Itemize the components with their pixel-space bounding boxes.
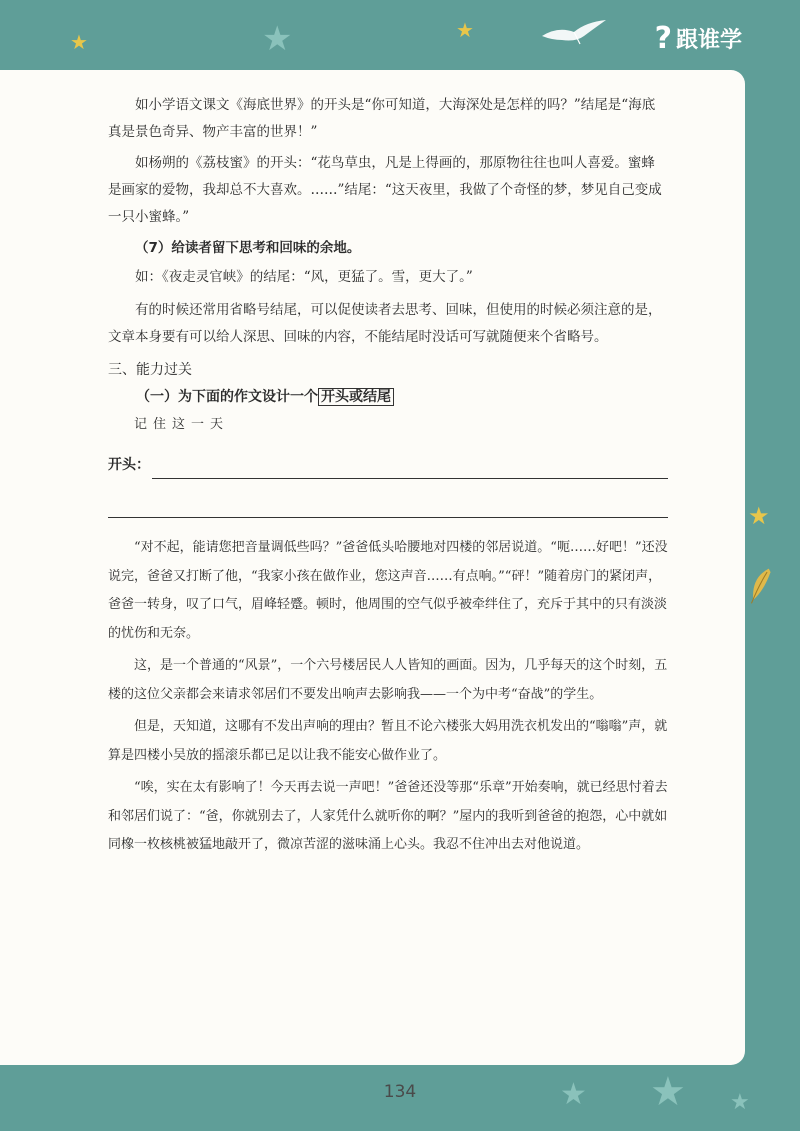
- paragraph: 有的时候还常用省略号结尾，可以促使读者去思考、回味，但使用的时候必须注意的是，文章本身要有可以给人深思、回味的内容，不能结尾时没话可写就随便来个省略号。: [108, 302, 662, 345]
- answer-line[interactable]: [152, 458, 668, 479]
- feather-icon: [748, 566, 774, 606]
- brand-question-mark: ?: [654, 20, 672, 56]
- essay-paragraph: 但是，天知道，这哪有不发出声响的理由？暂且不论六楼张大妈用洗衣机发出的“嗡嗡”声，就算是四楼小吴放的摇滚乐都已足以让我不能安心做作业了。: [108, 719, 668, 763]
- brand-text: 跟谁学: [675, 27, 742, 53]
- star-icon: ★: [70, 30, 88, 54]
- star-icon: ★: [456, 18, 474, 42]
- section-heading: 三、能力过关: [108, 362, 192, 378]
- paragraph: 如杨朔的《荔枝蜜》的开头：“花鸟草虫，凡是上得画的，那原物往往也叫人喜爱。蜜蜂是画家的爱物，我却总不大喜欢。……”结尾：“这天夜里，我做了个奇怪的梦，梦见自己变成一只小蜜蜂。”: [108, 155, 662, 225]
- star-icon: ★: [748, 502, 770, 530]
- page-content: [108, 92, 668, 864]
- opening-label: 开头：: [108, 457, 150, 473]
- opening-answer-row: [108, 452, 668, 479]
- paragraph: 如：《夜走灵官峡》的结尾：“风，更猛了。雪，更大了。”: [135, 269, 473, 285]
- star-icon: ★: [262, 19, 293, 59]
- answer-line[interactable]: [108, 479, 668, 518]
- star-icon: ★: [560, 1077, 587, 1112]
- star-icon: ★: [730, 1090, 750, 1115]
- essay-paragraph: “对不起，能请您把音量调低些吗？”爸爸低头哈腰地对四楼的邻居说道。“呃……好吧！”还没说完，爸爸又打断了他，“我家小孩在做作业，您这声音……有点响。”“砰！”随着房门的紧闭声，爸爸一转身，叹了口气，眉峰轻蹙。顿时，他周围的空气似乎被牵绊住了，充斥于其中的只有淡淡的忧伤和无奈。: [108, 540, 668, 641]
- paragraph: 如小学语文课文《海底世界》的开头是“你可知道，大海深处是怎样的吗？”结尾是“海底真是景色奇异、物产丰富的世界！”: [108, 97, 656, 140]
- essay-paragraph: “唉，实在太有影响了！今天再去说一声吧！”爸爸还没等那“乐章”开始奏响，就已经思忖着去和邻居们说了：“爸，你就别去了，人家凭什么就听你的啊？”屋内的我听到爸爸的抱怨，心中就如同橡一枚核桃被猛地敲开了，微凉苦涩的滋味涌上心头。我忍不住冲出去对他说道。: [108, 780, 668, 852]
- brand-logo: [655, 22, 742, 54]
- crane-icon: [540, 18, 610, 48]
- task-heading: [108, 384, 668, 411]
- task-boxed-keyword: 开头或结尾: [318, 388, 394, 406]
- page-number: 134: [383, 1082, 417, 1102]
- star-icon: ★: [650, 1069, 686, 1115]
- essay-title: 记住这一天: [134, 417, 230, 432]
- essay-paragraph: 这，是一个普通的“风景”，一个六号楼居民人人皆知的画面。因为，几乎每天的这个时刻，五楼的这位父亲都会来请求邻居们不要发出响声去影响我——一个为中考“奋战”的学生。: [108, 658, 668, 702]
- essay-body: [108, 534, 668, 860]
- point-heading: （7）给读者留下思考和回味的余地。: [135, 240, 361, 256]
- task-prefix: （一）为下面的作文设计一个: [136, 389, 318, 405]
